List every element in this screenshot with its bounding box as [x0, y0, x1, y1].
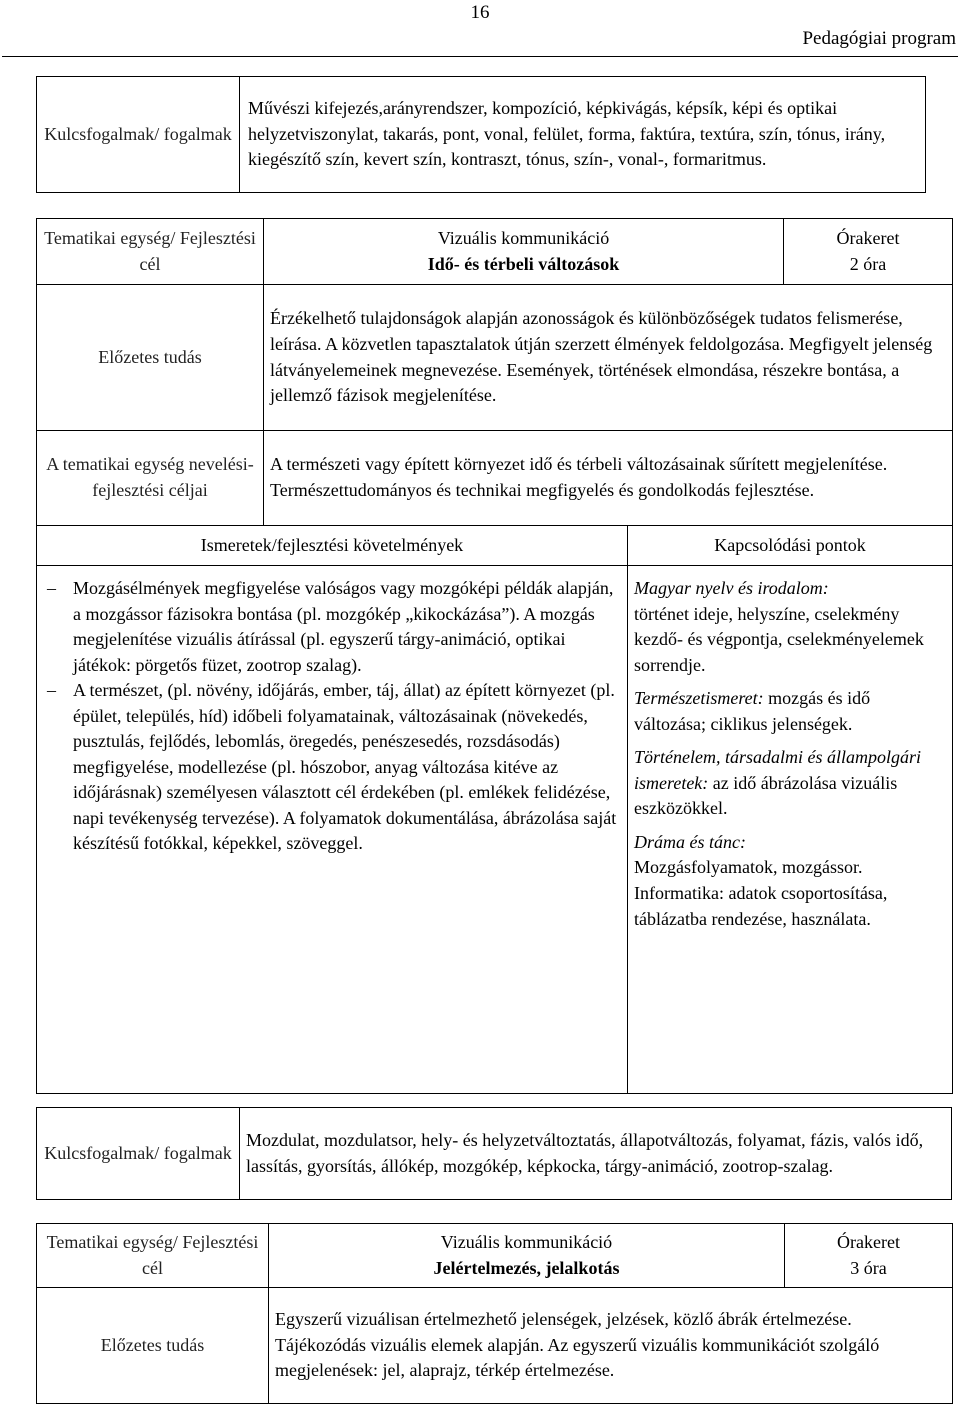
- prior-knowledge-text: Érzékelhető tulajdonságok alapján azonosságok és különbözőségek tudatos felismerése, leírása. A közvetlen tapasztalatok útján szerzett élmények feldolgozása. Megfigyelt jelenség látványelemeinek megnevezése. Események, történések elmondása, részekre bontása, a jellemző fázisok megjelenítése.: [264, 285, 953, 431]
- key-concepts-label: Kulcsfogalmak/ fogalmak: [37, 1108, 240, 1200]
- link-text: az idő ábrázolása vizuális eszközökkel.: [634, 772, 898, 819]
- link-item: [634, 745, 946, 822]
- unit-title: [269, 1224, 785, 1288]
- hours-label: Órakeret: [836, 227, 900, 248]
- hours-cell: [785, 1224, 953, 1288]
- page-number: 16: [470, 2, 490, 23]
- list-item: – A természet, (pl. növény, időjárás, ember, táj, állat) az épített környezet (pl. épület, település, híd) időbeli folyamatainak, változásainak (növekedés, pusztulás, fejlődés, lebomlás, öregedés, penészesedés, rozsdásodás) megfigyelése, modellezése (pl. hószobor, anyag változása kitéve az időjárásnak) személyesen választott cél érdekében (pl. emlékek felidézése, napi tevékenység tervezése). A folyamatok dokumentálása, ábrázolása saját készítésű fotókkal, képekkel, szöveggel.: [73, 678, 621, 857]
- prior-knowledge-label: Előzetes tudás: [37, 1288, 269, 1404]
- thematic-unit-table-time-space: [36, 218, 953, 1094]
- link-text: Informatika: adatok csoportosítása, táblázatba rendezése, használata.: [634, 883, 888, 929]
- thematic-unit-table-signs: [36, 1223, 953, 1404]
- hours-label: Órakeret: [837, 1231, 900, 1252]
- unit-title-line2: Jelértelmezés, jelalkotás: [433, 1257, 620, 1278]
- requirements-header: Ismeretek/fejlesztési követelmények: [37, 526, 628, 566]
- links-cell: [628, 566, 953, 1094]
- list-item: – Mozgásélmények megfigyelése valóságos vagy mozgóképi példák alapján, a mozgássor fázisokra bontása (pl. mozgókép „kikockázása”). A mozgás megjelenítése vizuális átírással (pl. egyszerű tárgy-animáció, optikai játékok: pörgetős füzet, zootrop szalag).: [73, 576, 621, 678]
- key-concepts-label: Kulcsfogalmak/ fogalmak: [37, 77, 240, 193]
- link-subject: Természetismeret:: [634, 688, 764, 709]
- link-subject: Történelem, társadalmi és állampolgári ismeretek:: [634, 747, 921, 793]
- requirements-cell: [37, 566, 628, 1094]
- link-item: [634, 881, 946, 932]
- thematic-unit-label: Tematikai egység/ Fejlesztési cél: [37, 219, 264, 285]
- header-title: Pedagógiai program: [802, 28, 956, 49]
- link-subject: Magyar nyelv és irodalom:: [634, 578, 829, 598]
- link-text: mozgás és idő változása; ciklikus jelenségek.: [634, 688, 871, 734]
- key-concepts-table-2: [36, 1107, 952, 1200]
- requirements-list: [43, 576, 621, 857]
- hours-value: 3 óra: [850, 1257, 887, 1278]
- hours-value: 2 óra: [849, 253, 887, 274]
- goals-text: A természeti vagy épített környezet idő és térbeli változásainak sűrített megjelenítése. Természettudományos és technikai megfigyelés és gondolkodás fejlesztése.: [264, 431, 953, 526]
- key-concepts-text: Mozdulat, mozdulatsor, hely- és helyzetváltoztatás, állapotváltozás, folyamat, fázis, valós idő, lassítás, gyorsítás, állókép, mozgókép, képkocka, tárgy-animáció, zootrop-szalag.: [240, 1108, 952, 1200]
- unit-title-line1: Vizuális kommunikáció: [437, 227, 610, 248]
- link-item: [634, 576, 946, 678]
- key-concepts-table-1: [36, 76, 926, 193]
- prior-knowledge-label: Előzetes tudás: [37, 285, 264, 431]
- hours-cell: [784, 219, 953, 285]
- unit-title-line2: Idő- és térbeli változások: [427, 253, 620, 274]
- link-text: Mozgásfolyamatok, mozgássor.: [634, 857, 863, 878]
- link-item: [634, 686, 946, 737]
- link-item: [634, 830, 946, 881]
- thematic-unit-label: Tematikai egység/ Fejlesztési cél: [37, 1224, 269, 1288]
- header-divider: [2, 56, 958, 57]
- prior-knowledge-text: Egyszerű vizuálisan értelmezhető jelenségek, jelzések, közlő ábrák értelmezése. Tájékozódás vizuális elemek alapján. Az egyszerű vizuális kommunikációt szolgáló megjelenések: jel, alaprajz, térkép értelmezése.: [269, 1288, 953, 1404]
- link-subject: Dráma és tánc:: [634, 831, 746, 852]
- unit-title-line1: Vizuális kommunikáció: [440, 1231, 613, 1252]
- goals-label: A tematikai egység nevelési-fejlesztési céljai: [37, 431, 264, 526]
- unit-title: [264, 219, 784, 285]
- links-header: Kapcsolódási pontok: [628, 526, 953, 566]
- link-text: történet ideje, helyszíne, cselekmény kezdő- és végpontja, cselekményelemek sorrendje.: [634, 603, 924, 675]
- key-concepts-text: Művészi kifejezés,arányrendszer, kompozíció, képkivágás, képsík, képi és optikai helyzetviszonylat, takarás, pont, vonal, felület, forma, faktúra, textúra, szín, tónus, irány, kiegészítő szín, kevert szín, kontraszt, tónus, szín-, vonal-, formaritmus.: [240, 77, 926, 193]
